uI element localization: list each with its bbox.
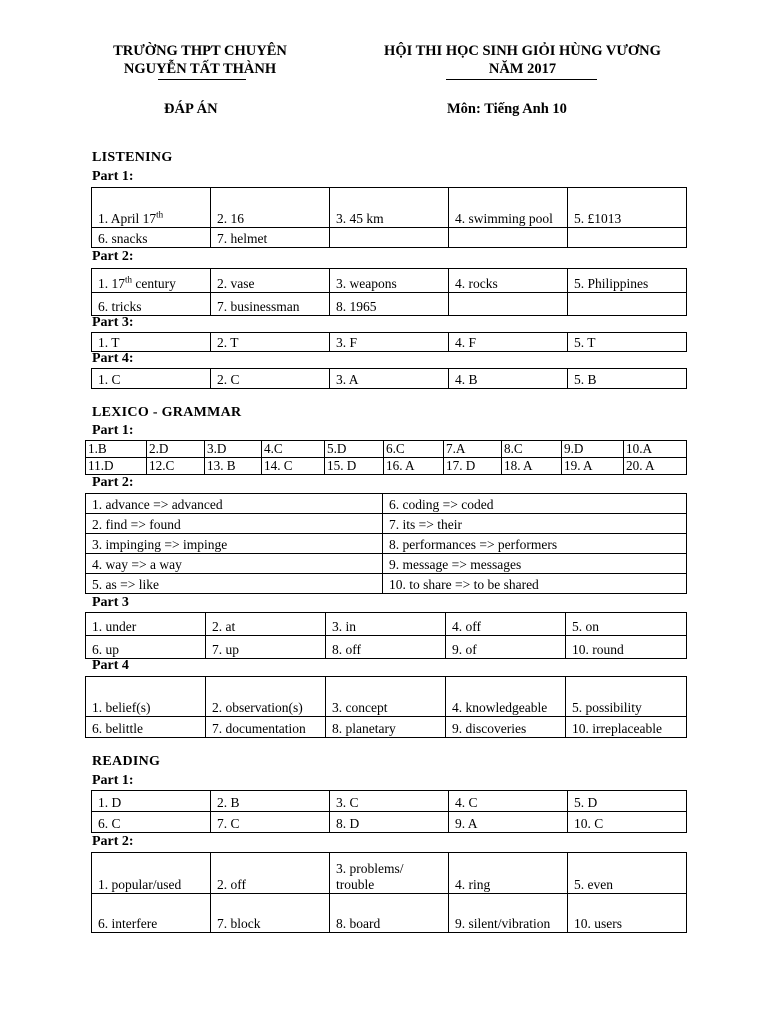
answer-cell: 3. C: [330, 791, 449, 812]
contest-underline: [446, 79, 597, 80]
table-row: [92, 228, 687, 248]
answer-cell: 2. B: [211, 791, 330, 812]
answer-cell: 10.A: [624, 441, 687, 458]
table-row: [86, 636, 687, 659]
lexico-part1-table: [85, 440, 687, 475]
answer-cell: 2. off: [211, 853, 330, 894]
lexico-part1-label: Part 1:: [92, 423, 134, 438]
answer-cell: 3. concept: [326, 677, 446, 717]
listening-part3-table: [91, 332, 687, 352]
answer-cell: 5. £1013: [568, 188, 687, 228]
contest-title: [350, 42, 695, 78]
section-lexico-grammar-title: LEXICO - GRAMMAR: [92, 405, 242, 420]
answer-cell: 1. C: [92, 369, 211, 389]
table-row: [86, 534, 687, 554]
answer-cell: 9. silent/vibration: [449, 894, 568, 933]
answer-cell: 7. helmet: [211, 228, 330, 248]
table-row: [92, 293, 687, 316]
answer-cell: 6. tricks: [92, 293, 211, 316]
listening-part2-table: [91, 268, 687, 316]
answer-cell: 4. C: [449, 791, 568, 812]
listening-part4-table: [91, 368, 687, 389]
answer-cell: [449, 228, 568, 248]
answer-cell: 18. A: [502, 458, 562, 475]
table-row: [92, 853, 687, 894]
answer-cell: 4. F: [449, 333, 568, 352]
answer-cell: 20. A: [624, 458, 687, 475]
table-row: [92, 369, 687, 389]
table-row: [86, 554, 687, 574]
answer-cell: 2. find => found: [86, 514, 383, 534]
section-reading-title: READING: [92, 754, 161, 769]
answer-cell: 1. D: [92, 791, 211, 812]
section-listening-title: LISTENING: [92, 150, 173, 165]
table-row: [86, 514, 687, 534]
answer-cell: 4. way => a way: [86, 554, 383, 574]
answer-cell: 8. D: [330, 812, 449, 833]
table-row: [92, 791, 687, 812]
lexico-part3-table: [85, 612, 687, 659]
answer-cell: 3. F: [330, 333, 449, 352]
answer-cell: 5. Philippines: [568, 269, 687, 293]
answer-cell: 13. B: [205, 458, 262, 475]
answer-cell: 11.D: [86, 458, 147, 475]
answer-cell: 7. businessman: [211, 293, 330, 316]
answer-cell: 1. under: [86, 613, 206, 636]
answer-cell: 8. board: [330, 894, 449, 933]
answer-cell: 15. D: [325, 458, 384, 475]
answer-cell: 10. users: [568, 894, 687, 933]
lexico-part4-table: [85, 676, 687, 738]
answer-cell: [568, 293, 687, 316]
table-row: [86, 441, 687, 458]
reading-part2-label: Part 2:: [92, 834, 134, 849]
reading-part1-label: Part 1:: [92, 773, 134, 788]
table-row: [86, 613, 687, 636]
answer-cell: 3. A: [330, 369, 449, 389]
listening-part1-table: [91, 187, 687, 248]
lexico-part3-label: Part 3: [92, 595, 129, 610]
school-name: [80, 42, 320, 78]
answer-cell: 2. C: [211, 369, 330, 389]
answer-cell: 5. T: [568, 333, 687, 352]
answer-cell: 17. D: [444, 458, 502, 475]
answer-cell: 8. 1965: [330, 293, 449, 316]
answer-cell: 7. its => their: [383, 514, 687, 534]
lexico-part2-table: [85, 493, 687, 594]
answer-cell: 6. up: [86, 636, 206, 659]
listening-part4-label: Part 4:: [92, 351, 134, 366]
answer-cell: 10. irreplaceable: [566, 717, 687, 738]
answer-cell: 3. in: [326, 613, 446, 636]
answer-cell: 2. observation(s): [206, 677, 326, 717]
answer-cell: 7. documentation: [206, 717, 326, 738]
answer-cell: 4. rocks: [449, 269, 568, 293]
school-underline: [158, 79, 246, 80]
answer-cell: 10. round: [566, 636, 687, 659]
answer-cell: 6. interfere: [92, 894, 211, 933]
subject-label: Môn: Tiếng Anh 10: [447, 101, 567, 117]
answer-cell: 7.A: [444, 441, 502, 458]
answer-cell: 5. even: [568, 853, 687, 894]
answer-cell: 1. April 17th: [92, 188, 211, 228]
answer-cell: 8. off: [326, 636, 446, 659]
answer-cell: 3. problems/ trouble: [330, 853, 449, 894]
table-row: [92, 812, 687, 833]
answer-cell: 1. T: [92, 333, 211, 352]
answer-cell: 4. ring: [449, 853, 568, 894]
answer-cell: 7. block: [211, 894, 330, 933]
answer-cell: 12.C: [147, 458, 205, 475]
answer-cell: 9. message => messages: [383, 554, 687, 574]
table-row: [92, 188, 687, 228]
answer-cell: 3. impinging => impinge: [86, 534, 383, 554]
answer-cell: 2.D: [147, 441, 205, 458]
table-row: [92, 333, 687, 352]
answer-cell: 5.D: [325, 441, 384, 458]
answer-cell: 8. performances => performers: [383, 534, 687, 554]
contest-title-line2: NĂM 2017: [488, 61, 557, 77]
answer-cell: 3. 45 km: [330, 188, 449, 228]
lexico-part4-label: Part 4: [92, 658, 129, 673]
table-row: [86, 458, 687, 475]
answer-cell: 4. knowledgeable: [446, 677, 566, 717]
table-row: [86, 677, 687, 717]
answer-cell: 10. to share => to be shared: [383, 574, 687, 594]
answer-cell: 1. popular/used: [92, 853, 211, 894]
answer-cell: 3.D: [205, 441, 262, 458]
reading-part1-table: [91, 790, 687, 833]
answer-cell: 1. 17th century: [92, 269, 211, 293]
answer-cell: 2. T: [211, 333, 330, 352]
contest-title-line1: HỘI THI HỌC SINH GIỎI HÙNG VƯƠNG: [384, 43, 661, 59]
answer-cell: 9. A: [449, 812, 568, 833]
answer-cell: [568, 228, 687, 248]
answer-cell: 4. B: [449, 369, 568, 389]
school-name-line2: NGUYỄN TẤT THÀNH: [123, 61, 277, 77]
answer-cell: 5. on: [566, 613, 687, 636]
answer-cell: 9. of: [446, 636, 566, 659]
reading-part2-table: [91, 852, 687, 933]
answer-cell: 2. at: [206, 613, 326, 636]
answer-cell: 2. vase: [211, 269, 330, 293]
answer-cell: 9. discoveries: [446, 717, 566, 738]
listening-part3-label: Part 3:: [92, 315, 134, 330]
answer-cell: 8. planetary: [326, 717, 446, 738]
answer-cell: [449, 293, 568, 316]
answer-cell: 10. C: [568, 812, 687, 833]
answer-cell: 6. snacks: [92, 228, 211, 248]
answer-cell: 19. A: [562, 458, 624, 475]
answer-cell: 5. D: [568, 791, 687, 812]
answer-cell: 4.C: [262, 441, 325, 458]
table-row: [92, 269, 687, 293]
answer-cell: 4. swimming pool: [449, 188, 568, 228]
answer-cell: [330, 228, 449, 248]
answer-cell: 6. coding => coded: [383, 494, 687, 514]
answer-cell: 3. weapons: [330, 269, 449, 293]
answer-cell: 5. B: [568, 369, 687, 389]
answer-cell: 4. off: [446, 613, 566, 636]
answer-cell: 6. C: [92, 812, 211, 833]
table-row: [86, 717, 687, 738]
answer-cell: 8.C: [502, 441, 562, 458]
table-row: [92, 894, 687, 933]
answer-key-title: ĐÁP ÁN: [164, 101, 218, 117]
answer-cell: 14. C: [262, 458, 325, 475]
answer-cell: 5. possibility: [566, 677, 687, 717]
lexico-part2-label: Part 2:: [92, 475, 134, 490]
answer-cell: 5. as => like: [86, 574, 383, 594]
answer-cell: 16. A: [384, 458, 444, 475]
answer-cell: 1. advance => advanced: [86, 494, 383, 514]
school-name-line1: TRƯỜNG THPT CHUYÊN: [113, 43, 287, 59]
answer-cell: 7. C: [211, 812, 330, 833]
table-row: [86, 574, 687, 594]
table-row: [86, 494, 687, 514]
answer-cell: 1.B: [86, 441, 147, 458]
answer-cell: 9.D: [562, 441, 624, 458]
answer-cell: 2. 16: [211, 188, 330, 228]
answer-cell: 1. belief(s): [86, 677, 206, 717]
answer-cell: 7. up: [206, 636, 326, 659]
listening-part1-label: Part 1:: [92, 169, 134, 184]
answer-cell: 6.C: [384, 441, 444, 458]
listening-part2-label: Part 2:: [92, 249, 134, 264]
answer-cell: 6. belittle: [86, 717, 206, 738]
